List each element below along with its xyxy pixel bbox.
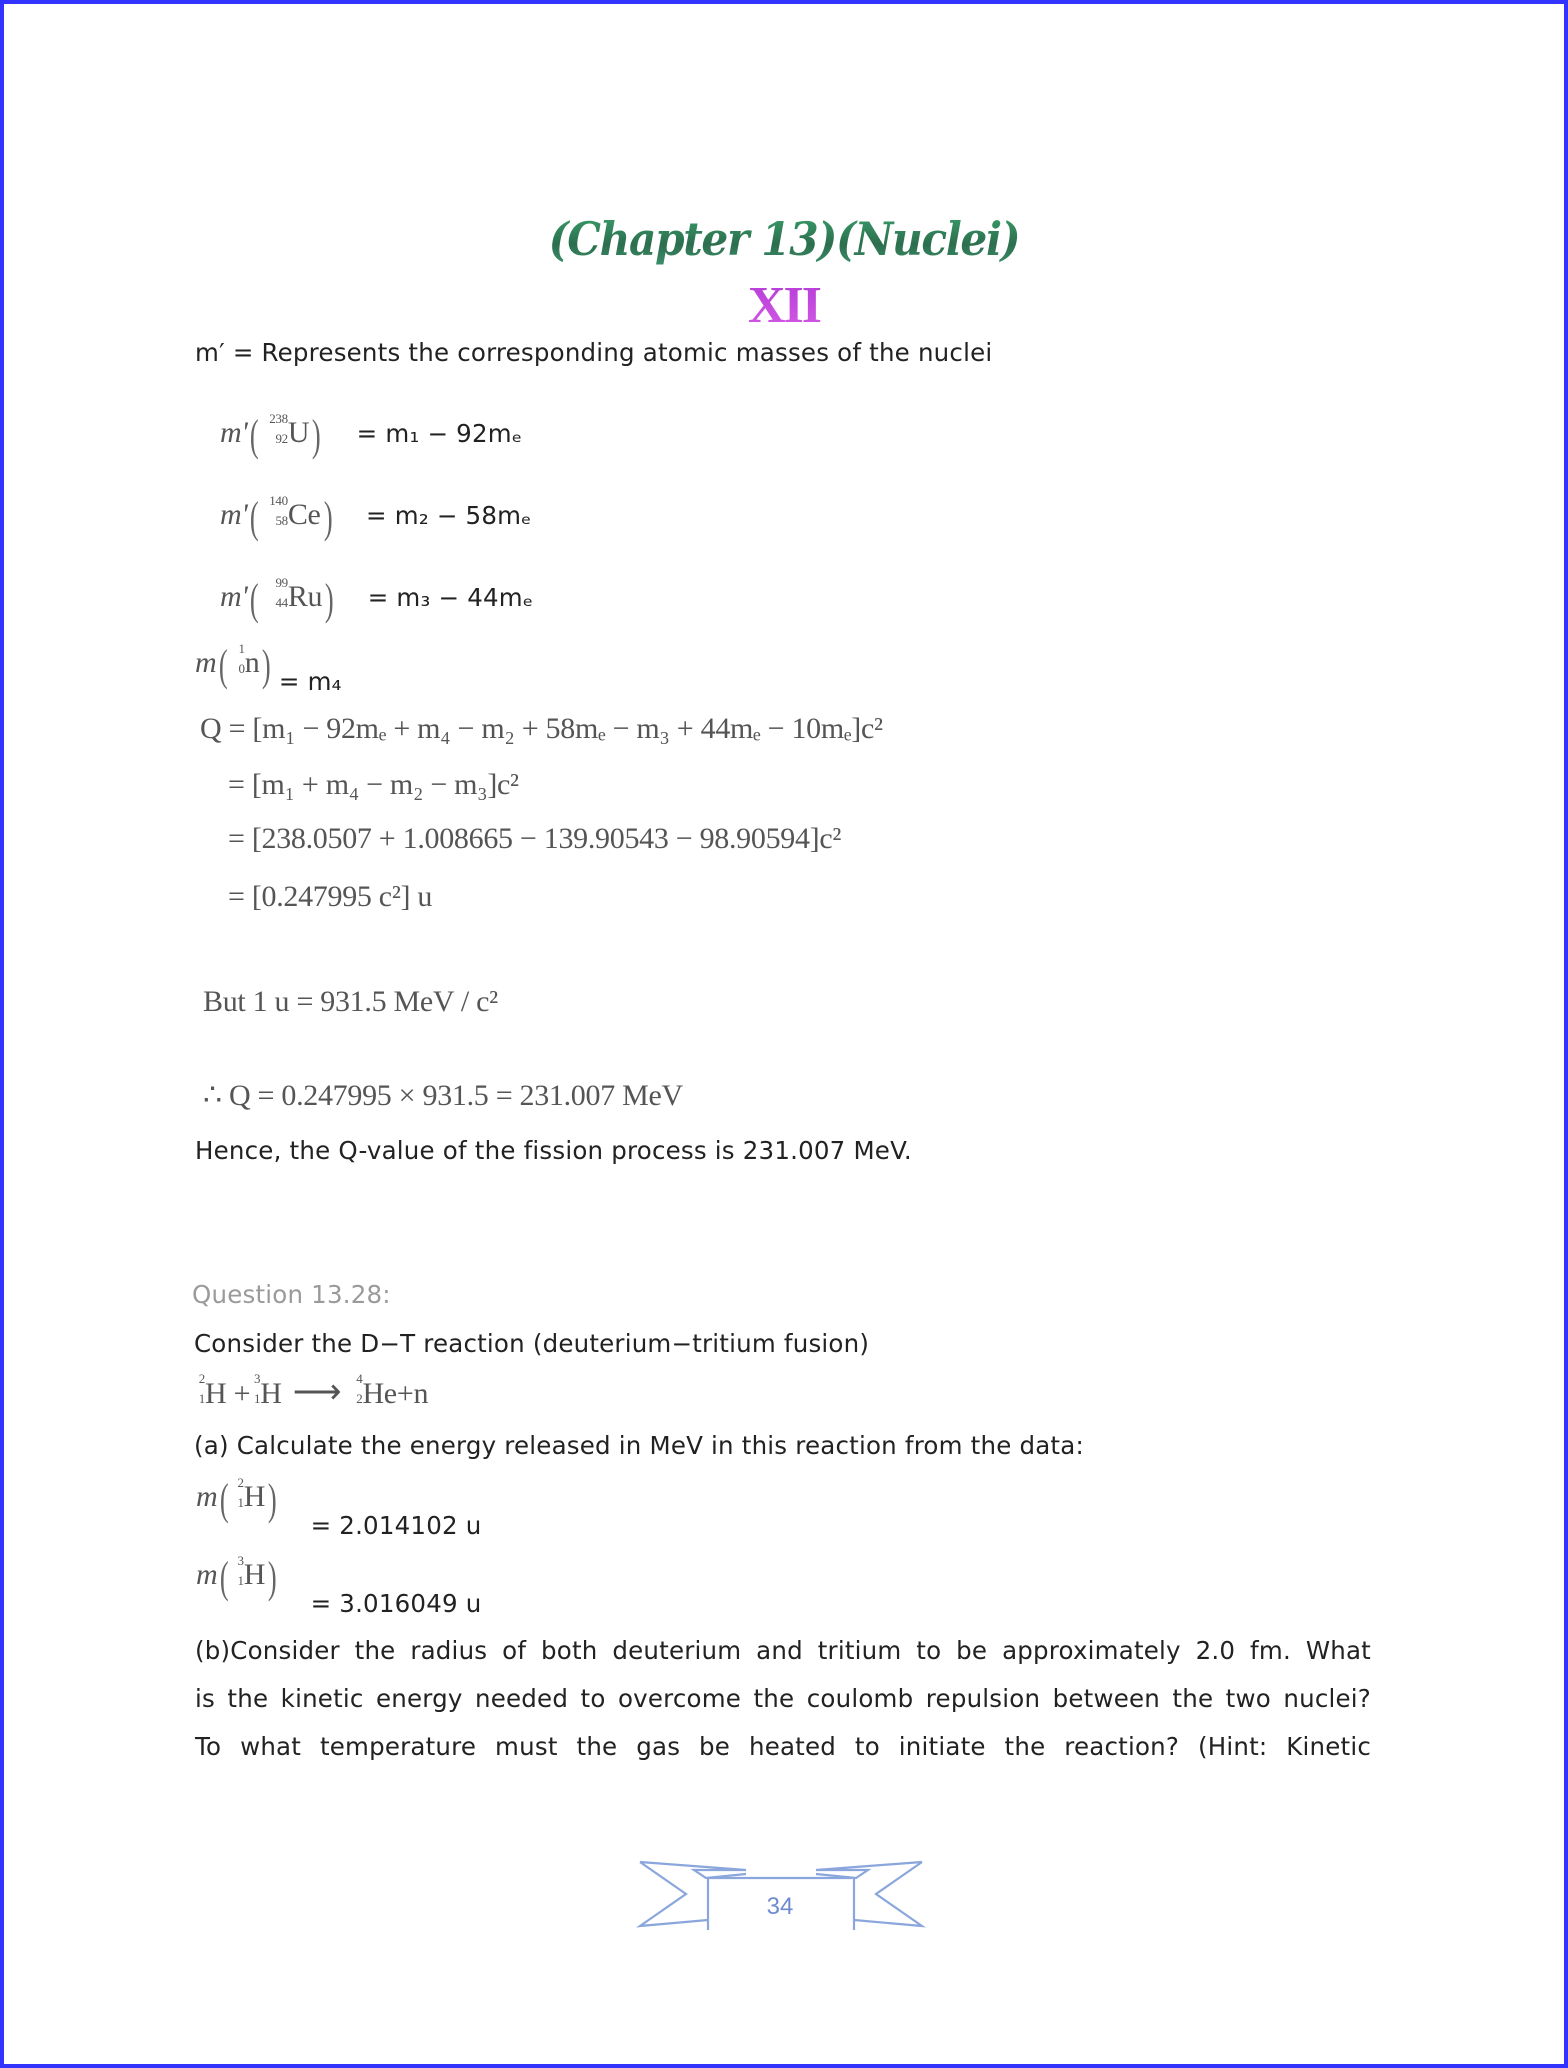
q-equation-line-4: = [0.247995 c²] u bbox=[228, 880, 433, 913]
conversion-factor: But 1 u = 931.5 MeV / c² bbox=[203, 985, 498, 1018]
fusion-reaction-equation: 2 1 H + 3 1 H ⟶ 4 2 He+n bbox=[198, 1371, 429, 1411]
chapter-title: (Chapter 13)(Nuclei) bbox=[63, 212, 1506, 266]
class-grade: XII bbox=[0, 276, 1568, 335]
q-result-equation: ∴ Q = 0.247995 × 931.5 = 231.007 MeV bbox=[203, 1079, 683, 1112]
mass-data-tritium: m( 3 1 H) = 3.016049 u bbox=[196, 1552, 482, 1619]
mass-data-deuterium: m( 2 1 H) = 2.014102 u bbox=[196, 1474, 482, 1541]
mass-def-ruthenium: m'( 99 44 Ru) = m₃ − 44mₑ bbox=[220, 574, 534, 624]
part-b-line-3: To what temperature must the gas be heated to initiate the reaction? (Hint: Kinetic bbox=[195, 1732, 1371, 1761]
reaction-arrow-icon: ⟶ bbox=[292, 1374, 342, 1411]
part-b-line-1: (b)Consider the radius of both deuterium and tritium to be approximately 2.0 fm. What bbox=[195, 1636, 1371, 1665]
mass-def-neutron: m( 1 0 n) = m₄ bbox=[195, 640, 342, 697]
question-label: Question 13.28: bbox=[192, 1280, 391, 1309]
intro-text: m′ = Represents the corresponding atomic masses of the nuclei bbox=[195, 338, 993, 367]
q-equation-line-2: = [m₁ + m₄ − m₂ − m₃]c² bbox=[228, 768, 519, 801]
mass-def-uranium: m'( 238 92 U) = m₁ − 92mₑ bbox=[220, 410, 523, 460]
question-intro: Consider the D−T reaction (deuterium−tritium fusion) bbox=[194, 1329, 870, 1358]
page-number: 34 bbox=[766, 1893, 794, 1920]
q-equation-line-3: = [238.0507 + 1.008665 − 139.90543 − 98.90594]c² bbox=[228, 822, 842, 855]
part-a-text: (a) Calculate the energy released in MeV in this reaction from the data: bbox=[194, 1431, 1084, 1460]
conclusion-text: Hence, the Q-value of the fission process is 231.007 MeV. bbox=[195, 1136, 912, 1165]
q-equation-line-1: Q = [m₁ − 92mₑ + m₄ − m₂ + 58mₑ − m₃ + 44mₑ − 10mₑ]c² bbox=[200, 712, 883, 745]
part-b-line-2: is the kinetic energy needed to overcome the coulomb repulsion between the two nuclei? bbox=[195, 1684, 1371, 1713]
mass-def-cerium: m'( 140 58 Ce) = m₂ − 58mₑ bbox=[220, 492, 532, 542]
